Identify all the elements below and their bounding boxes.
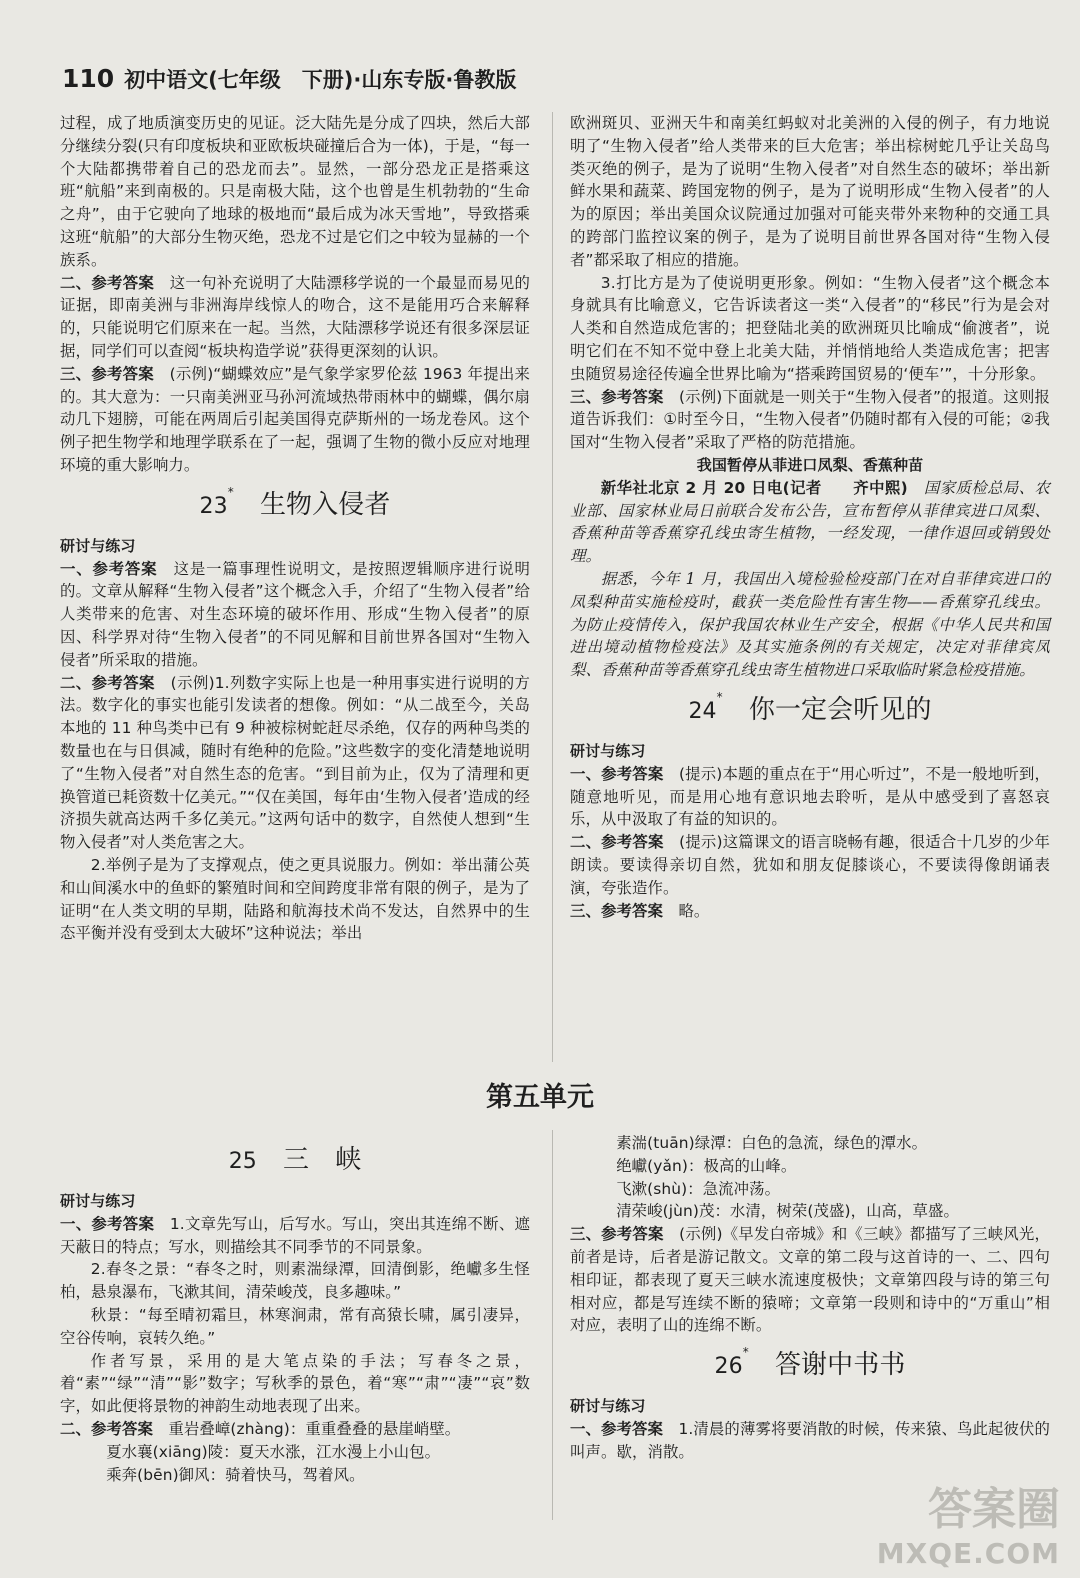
section-heading-24: 研讨与练习 <box>570 741 646 760</box>
page-header <box>62 64 516 94</box>
lesson-26-title: 26* 答谢中书书 <box>714 1345 906 1381</box>
news-paragraph-1: 新华社北京 2 月 20 日电(记者 齐中熙) 国家质检总局、农业部、国家林业局日前联合发布公告，宣布暂停从菲律宾进口凤梨、香蕉种苗等香蕉穿孔线虫寄生植物，一经发现，一律作退回或销毁处理。 <box>570 478 1051 566</box>
news-headline: 我国暂停从菲进口凤梨、香蕉种苗 <box>696 455 924 474</box>
page-number: 110 <box>62 64 115 93</box>
left-column-bottom <box>60 1132 530 1486</box>
lesson-24-title: 24* 你一定会听见的 <box>688 689 932 725</box>
watermark-logo: 答案圈 <box>928 1484 1060 1535</box>
news-paragraph-2: 据悉，今年 1 月，我国出入境检验检疫部门在对自菲律宾进口的凤梨种苗实施检疫时，截获一类危险性有害生物——香蕉穿孔线虫。为防止疫情传入，保护我国农林业生产安全，根据《中华人民共和国进出境动植物检疫法》及其实施条例的有关规定，决定对菲律宾凤梨、香蕉种苗等香蕉穿孔线虫寄生植物进口采取临时紧急检疫措施。 <box>570 569 1050 680</box>
section-heading: 研讨与练习 <box>60 536 136 555</box>
answer-1: 一、参考答案 这是一篇事理性说明文，是按照逻辑顺序进行说明的。文章从解释“生物入侵者”这个概念入手，介绍了“生物入侵者”给人类带来的危害、对生态环境的破坏作用、形成“生物入侵者”的原因、科学界对待“生物入侵者”的不同见解和目前世界各国对“生物入侵者”所采取的措施。 <box>60 559 530 669</box>
section-heading-26: 研讨与练习 <box>570 1397 646 1416</box>
l25-answer-2-l7: 清荣峻(jùn)茂：水清，树荣(茂盛)，山高，草盛。 <box>616 1202 960 1221</box>
answer-2b-point-3: 3.打比方是为了使说明更形象。例如：“生物入侵者”这个概念本身就具有比喻意义，它告诉读者这一类“入侵者”的“移民”行为是会对人类和自然造成危害的；把登陆北美的欧洲斑贝比喻成“偷渡者”，说明它们在不知不觉中登上北美大陆，并悄悄地给人类造成危害；把害虫随贸易途径传遍全世界比喻为“搭乘跨国贸易的‘便车’”，十分形象。 <box>570 273 1050 383</box>
answer-3: 三、参考答案 (示例)“蝴蝶效应”是气象学家罗伦兹 1963 年提出来的。其大意为：一只南美洲亚马孙河流域热带雨林中的蝴蝶，偶尔扇动几下翅膀，可能在两周后引起美国得克萨斯州的一场龙卷风。这个例子把生物学和地理学联系在了一起，强调了生物的微小反应对地理环境的重大影响力。 <box>60 364 530 474</box>
column-divider-bottom <box>552 1130 553 1520</box>
answer-2: 二、参考答案 这一句补充说明了大陆漂移学说的一个最显而易见的证据，即南美洲与非洲海岸线惊人的吻合，这不是能用巧合来解释的，只能说明它们原来在一起。当然，大陆漂移学说还有很多深层证据，同学们可以查阅“板块构造学说”获得更深刻的认识。 <box>60 273 530 360</box>
watermark <box>877 1473 1060 1570</box>
l25-answer-3: 三、参考答案 (示例)《早发白帝城》和《三峡》都描写了三峡风光，前者是诗，后者是游记散文。文章的第二段与这首诗的一、二、四句相印证，都表现了夏天三峡水流速度极快；文章第四段与诗的第三句相对应，都是写连续不断的猿啼；文章第一段则和诗中的“万重山”相对应，表明了山的连绵不断。 <box>570 1225 1051 1335</box>
answer-2b: 二、参考答案 (示例)1.列数字实际上也是一种用事实进行说明的方法。数字化的事实也能引发读者的想像。例如：“从二战至今，关岛本地的 11 种鸟类中已有 9 种被棕树蛇赶尽杀绝，仅存的两种鸟类的数量也在与日俱减，随时有绝种的危险。”这些数字的变化清楚地说明了“生物入侵者”对自然生态的危害。“到目前为止，仅为了清理和更换管道已耗资数十亿美元。”“仅在美国，每年由‘生物入侵者’造成的经济损失就高达两千多亿美元。”这两句话中的数字，自然使人想到“生物入侵者”对人类危害之大。 <box>60 673 530 852</box>
l25-answer-1-p3: 秋景：“每至晴初霜旦，林寒涧肃，常有高猿长啸，属引凄异，空谷传响，哀转久绝。” <box>60 1305 530 1347</box>
l24-answer-2: 二、参考答案 (提示)这篇课文的语言晓畅有趣，很适合十几岁的少年朗读。要读得亲切自然，犹如和朋友促膝谈心，不要读得像朗诵表演，夸张造作。 <box>570 833 1051 897</box>
unit-title: 第五单元 <box>486 1082 594 1113</box>
lesson-25-title: 25 三 峡 <box>228 1145 362 1175</box>
l25-answer-1: 一、参考答案 1.文章先写山，后写水。写山，突出其连绵不断、遮天蔽日的特点；写水，则描绘其不同季节的不同景象。 <box>60 1214 531 1256</box>
l25-answer-2-l3: 乘奔(bēn)御风：骑着快马，驾着风。 <box>106 1465 365 1484</box>
l25-answer-2: 二、参考答案 重岩叠嶂(zhàng)：重重叠叠的悬崖峭壁。 <box>60 1419 461 1438</box>
book-title: 初中语文(七年级 下册)·山东专版·鲁教版 <box>124 68 517 92</box>
l25-answer-2-l5: 绝巘(yǎn)：极高的山峰。 <box>616 1156 797 1175</box>
watermark-url: MXQE.COM <box>876 1537 1060 1570</box>
l25-answer-2-l6: 飞漱(shù)：急流冲荡。 <box>616 1179 781 1198</box>
continued-paragraph-right: 欧洲斑贝、亚洲天牛和南美红蚂蚁对北美洲的入侵的例子，有力地说明了“生物入侵者”给人类带来的巨大危害；举出棕树蛇几乎让关岛鸟类灭绝的例子，是为了说明“生物入侵者”对自然生态的破坏；举出新鲜水果和蔬菜、跨国宠物的例子，是为了说明形成“生物入侵者”的人为的原因；举出美国众议院通过加强对可能夹带外来物种的交通工具的跨部门监控议案的例子，是为了说明目前世界各国对待“生物入侵者”都采取了相应的措施。 <box>570 114 1050 269</box>
answer-2b-point-2: 2.举例子是为了支撑观点，使之更具说服力。例如：举出蒲公英和山间溪水中的鱼虾的繁殖时间和空间跨度非常有限的例子，是为了证明“在人类文明的早期，陆路和航海技术尚不发达，自然界中的生态平衡并没有受到太大破坏”这种说法；举出 <box>60 855 530 943</box>
right-column-top <box>570 112 1050 922</box>
l25-answer-1-p4: 作者写景，采用的是大笔点染的手法；写春冬之景，着“素”“绿”“清”“影”数字；写秋季的景色，着“寒”“肃”“凄”“哀”数字，如此便将景物的神韵生动地表现了出来。 <box>60 1351 530 1416</box>
section-heading-25: 研讨与练习 <box>60 1192 136 1210</box>
l24-answer-1: 一、参考答案 (提示)本题的重点在于“用心听过”，不是一般地听到，随意地听见，而是用心地有意识地去聆听，是从中感受到了喜怒哀乐，从中汲取了有益的知识的。 <box>570 764 1051 829</box>
continued-paragraph: 过程，成了地质演变历史的见证。泛大陆先是分成了四块，然后大部分继续分裂(只有印度板块和亚欧板块碰撞后合为一体)，于是，“每一个大陆都携带着自己的恐龙而去”。显然，一部分恐龙正是搭乘这班“航船”来到南极的。只是南极大陆，这个也曾是生机勃勃的“生命之舟”，由于它驶向了地球的极地而“最后成为冰天雪地”，导致搭乘这班“航船”的大部分生物灭绝，恐龙不过是它们之中较为显赫的一个族系。 <box>60 114 530 269</box>
l25-answer-1-p2: 2.春冬之景：“春冬之时，则素湍绿潭，回清倒影，绝巘多生怪柏，悬泉瀑布，飞漱其间，清荣峻茂，良多趣味。” <box>60 1260 530 1302</box>
l26-answer-1: 一、参考答案 1.清晨的薄雾将要消散的时候，传来猿、鸟此起彼伏的叫声。歇，消散。 <box>570 1419 1050 1461</box>
answer-3b: 三、参考答案 (示例)下面就是一则关于“生物入侵者”的报道。这则报道告诉我们：①时至今日，“生物入侵者”仍随时都有入侵的可能；②我国对“生物入侵者”采取了严格的防范措施。 <box>570 387 1051 452</box>
lesson-23-title: 23* 生物入侵者 <box>199 484 391 520</box>
l25-answer-2-l2: 夏水襄(xiāng)陵：夏天水涨，江水漫上小山包。 <box>106 1442 441 1461</box>
right-column-bottom <box>570 1132 1050 1464</box>
column-divider <box>552 112 553 1062</box>
l24-answer-3: 三、参考答案 略。 <box>570 901 710 920</box>
left-column-top <box>60 112 530 945</box>
l25-answer-2-l4: 素湍(tuān)绿潭：白色的急流，绿色的潭水。 <box>616 1134 928 1152</box>
